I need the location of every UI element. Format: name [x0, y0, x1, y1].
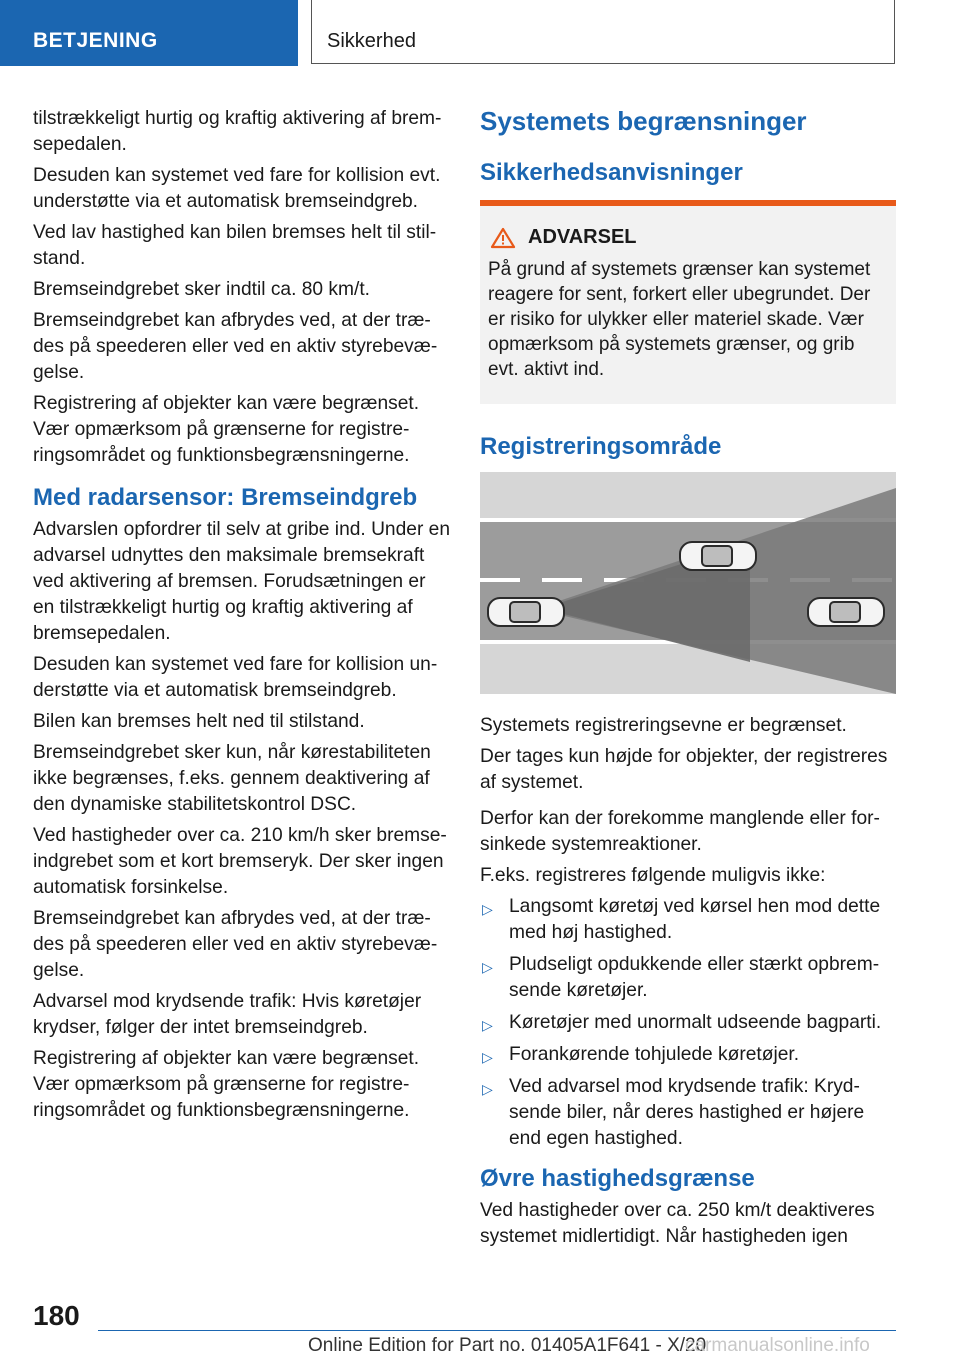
paragraph: Systemets registreringsevne er begrænset.	[480, 715, 847, 736]
car-top-icon	[488, 598, 564, 626]
paragraph: Desuden kan systemet ved fare for kollision understøtte via et automatisk bremseindgreb.	[33, 654, 438, 701]
warning-text: På grund af systemets grænser kan systemet reagere for sent, forkert eller ubegrundet. Der er risiko for ulykker eller materiel skade. Vær opmærksom på systemets grænser, og grib evt. aktivt ind.	[488, 259, 871, 380]
paragraph: Ved hastigheder over ca. 250 km/t deaktiveres systemet midlertidigt. Når hastigheden igen	[480, 1200, 875, 1247]
paragraph: Bremseindgrebet sker kun, når kørestabiliteten ikke begrænses, f.eks. gennem deaktivering af den dynamiske stabilitetskontrol DSC.	[33, 742, 431, 815]
list-item: ▷ Køretøjer med unormalt udseende bagparti.	[480, 1010, 896, 1036]
page-header	[0, 0, 960, 66]
triangle-bullet-icon: ▷	[482, 1017, 493, 1033]
triangle-bullet-icon: ▷	[482, 901, 493, 917]
list-item: ▷ Pludseligt opdukkende eller stærkt opbremsende køretøjer.	[482, 954, 880, 1001]
car-top-icon	[680, 542, 756, 570]
paragraph: tilstrækkeligt hurtig og kraftig aktivering af bremsepedalen.	[33, 108, 442, 155]
paragraph: F.eks. registreres følgende muligvis ikke:	[480, 865, 826, 886]
paragraph: Bilen kan bremses helt ned til stilstand.	[33, 711, 365, 732]
main-heading: Systemets begrænsninger	[480, 106, 807, 136]
paragraph: Ved hastigheder over ca. 210 km/h sker bremseindgrebet som et kort bremseryk. Der sker ingen automatisk forsinkelse.	[33, 825, 447, 898]
left-column	[33, 106, 451, 1129]
detection-area-illustration	[480, 472, 896, 694]
section-tab: BETJENING	[0, 0, 298, 66]
page-number: 180	[33, 1300, 80, 1331]
paragraph: Registrering af objekter kan være begrænset. Vær opmærksom på grænserne for registreringsområdet og funktionsbegrænsningerne.	[33, 1048, 420, 1121]
warning-box	[480, 200, 896, 404]
list-item: ▷ Forankørende tohjulede køretøjer.	[480, 1042, 896, 1068]
paragraph: Advarsel mod krydsende trafik: Hvis køretøjer krydser, følger der intet bremseindgreb.	[33, 991, 422, 1038]
chapter-title: Sikkerhed	[311, 0, 895, 64]
right-column	[480, 106, 896, 1255]
triangle-bullet-icon: ▷	[482, 959, 493, 975]
car-top-icon	[808, 598, 884, 626]
paragraph: Ved lav hastighed kan bilen bremses helt til stilstand.	[33, 222, 437, 269]
paragraph: Registrering af objekter kan være begrænset. Vær opmærksom på grænserne for registreringsområdet og funktionsbegrænsningerne.	[33, 393, 420, 466]
paragraph: Der tages kun højde for objekter, der registreres af systemet.	[480, 746, 888, 793]
footer-divider	[98, 1330, 896, 1331]
warning-title	[488, 226, 888, 249]
subheading-speed-limit: Øvre hastighedsgrænse	[480, 1165, 755, 1192]
triangle-bullet-icon: ▷	[482, 1049, 493, 1065]
warning-triangle-icon	[490, 227, 516, 249]
edition-text: Online Edition for Part no. 01405A1F641 - X/20	[308, 1335, 707, 1356]
paragraph: Desuden kan systemet ved fare for kollision evt. understøtte via et automatisk bremseindgreb.	[33, 165, 441, 212]
warning-label: ADVARSEL	[528, 226, 637, 248]
paragraph: Derfor kan der forekomme manglende eller forsinkede systemreaktioner.	[480, 808, 880, 855]
paragraph: Bremseindgrebet kan afbrydes ved, at der trædes på speederen eller ved en aktiv styrebevægelse.	[33, 908, 438, 981]
paragraph: Bremseindgrebet sker indtil ca. 80 km/t.	[33, 279, 370, 300]
watermark: carmanualsonline.info	[685, 1335, 870, 1356]
section-heading-radar: Med radarsensor: Bremseindgreb	[33, 484, 418, 511]
subheading-detection-area: Registreringsområde	[480, 433, 722, 460]
list-item: ▷ Langsomt køretøj ved kørsel hen mod dette med høj hastighed.	[482, 896, 881, 943]
subheading-safety: Sikkerhedsanvisninger	[480, 159, 743, 186]
paragraph: Bremseindgrebet kan afbrydes ved, at der trædes på speederen eller ved en aktiv styrebevægelse.	[33, 310, 438, 383]
paragraph: Advarslen opfordrer til selv at gribe ind. Under en advarsel udnyttes den maksimale bremsekraft ved aktivering af bremsen. Forudsætningen er en tilstrækkeligt hurtig og kraftig aktivering af bremsepedalen.	[33, 519, 451, 644]
triangle-bullet-icon: ▷	[482, 1081, 493, 1097]
list-item: ▷ Ved advarsel mod krydsende trafik: Krydsende biler, når deres hastighed er højere end egen hastighed.	[482, 1076, 865, 1149]
limitations-list	[480, 894, 896, 1152]
